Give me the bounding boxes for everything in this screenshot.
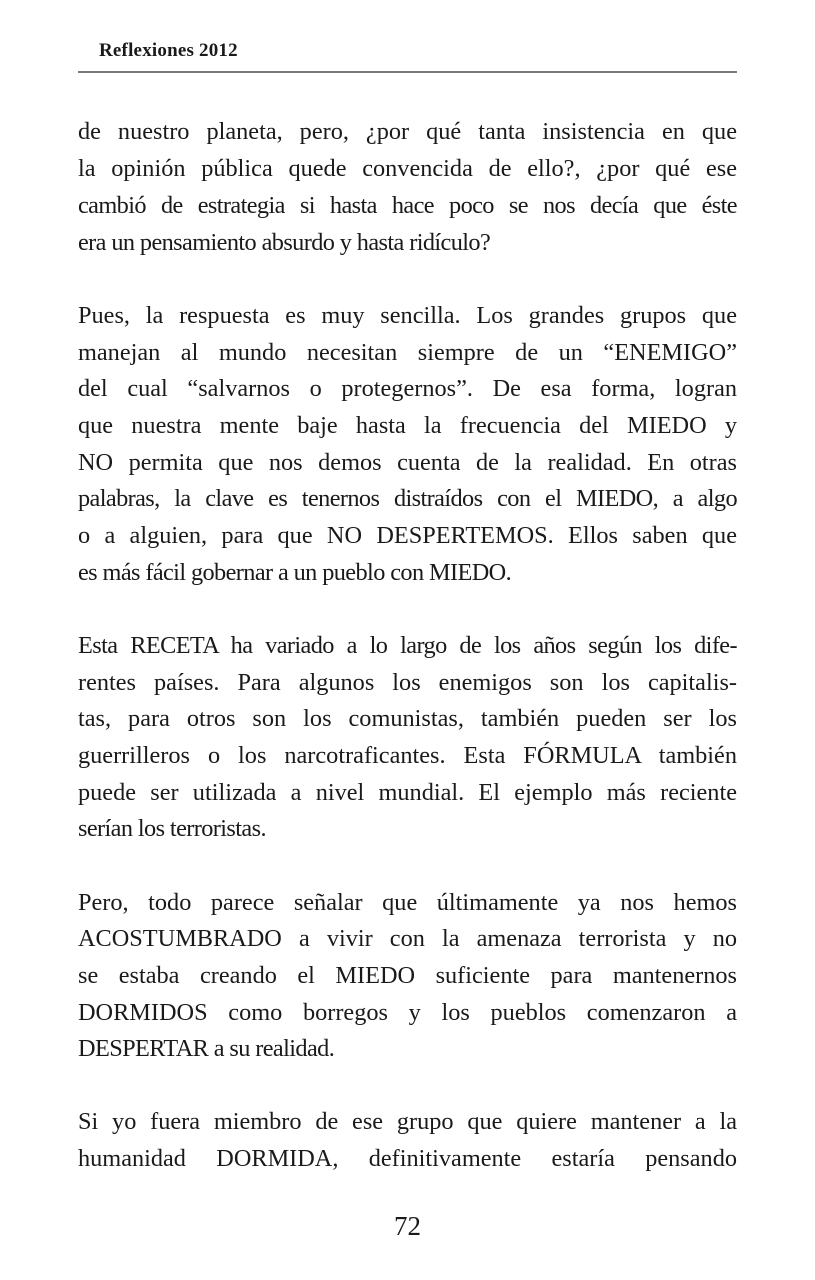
text-line: la opinión pública quede convencida de ello?, ¿por qué ese xyxy=(78,155,737,182)
text-line: serían los terroristas. xyxy=(78,815,266,842)
text-line: ACOSTUMBRADO a vivir con la amenaza terrorista y no xyxy=(78,925,737,952)
text-line: cambió de estrategia si hasta hace poco se nos decía que éste xyxy=(78,192,737,219)
text-line: se estaba creando el MIEDO suficiente para mantenernos xyxy=(78,962,737,989)
running-header xyxy=(78,36,737,74)
text-line: rentes países. Para algunos los enemigos son los capitalis- xyxy=(78,669,737,696)
text-line: humanidad DORMIDA, definitivamente estaría pensando xyxy=(78,1145,737,1172)
text-line: o a alguien, para que NO DESPERTEMOS. Ellos saben que xyxy=(78,522,737,549)
text-line: tas, para otros son los comunistas, también pueden ser los xyxy=(78,705,737,732)
text-line: palabras, la clave es tenernos distraídos con el MIEDO, a algo xyxy=(78,485,737,512)
text-line: DESPERTAR a su realidad. xyxy=(78,1035,335,1062)
text-line: Si yo fuera miembro de ese grupo que quiere mantener a la xyxy=(78,1108,737,1135)
text-line: de nuestro planeta, pero, ¿por qué tanta insistencia en que xyxy=(78,118,737,145)
text-line: es más fácil gobernar a un pueblo con MIEDO. xyxy=(78,559,512,586)
text-line: Esta RECETA ha variado a lo largo de los años según los dife- xyxy=(78,632,737,659)
text-line: puede ser utilizada a nivel mundial. El ejemplo más reciente xyxy=(78,779,737,806)
text-line: que nuestra mente baje hasta la frecuencia del MIEDO y xyxy=(78,412,737,439)
text-line: guerrilleros o los narcotraficantes. Esta FÓRMULA también xyxy=(78,742,737,769)
running-header-title: Reflexiones 2012 xyxy=(99,40,238,61)
page-number: 72 xyxy=(394,1211,421,1241)
text-line: era un pensamiento absurdo y hasta ridículo? xyxy=(78,229,491,256)
text-line: NO permita que nos demos cuenta de la realidad. En otras xyxy=(78,449,737,476)
text-line: Pues, la respuesta es muy sencilla. Los grandes grupos que xyxy=(78,302,737,329)
text-line: Pero, todo parece señalar que últimamente ya nos hemos xyxy=(78,889,737,916)
text-line: del cual “salvarnos o protegernos”. De esa forma, logran xyxy=(78,375,737,402)
header-divider xyxy=(78,71,737,73)
text-line: manejan al mundo necesitan siempre de un “ENEMIGO” xyxy=(78,339,737,366)
text-line: DORMIDOS como borregos y los pueblos comenzaron a xyxy=(78,999,737,1026)
